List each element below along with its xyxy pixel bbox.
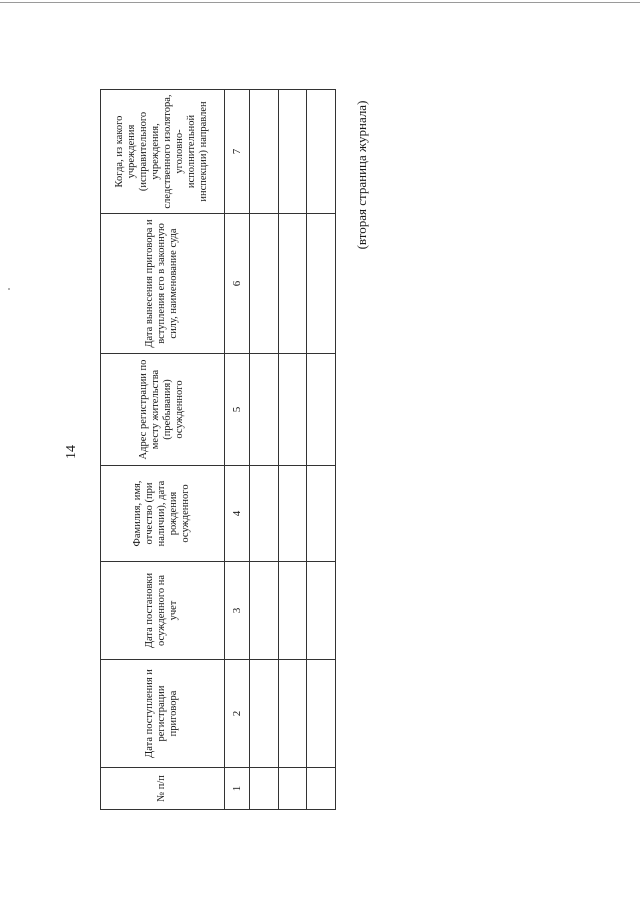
- empty-cell: [278, 562, 307, 660]
- page-number: 14: [64, 445, 79, 459]
- empty-cell: [250, 768, 279, 810]
- column-number-cell: 6: [224, 214, 250, 354]
- column-number-cell: 7: [224, 90, 250, 214]
- empty-cell: [278, 768, 307, 810]
- scan-edge-line: [0, 2, 640, 3]
- header-cell-registration-date: Дата постановки осужденного на учет: [101, 562, 225, 660]
- empty-cell: [307, 354, 336, 466]
- header-cell-full-name: Фамилия, имя, отчество (при наличии), дата рождения осужденного: [101, 466, 225, 562]
- empty-cell: [307, 90, 336, 214]
- empty-cell: [307, 214, 336, 354]
- scan-speck: [8, 288, 10, 290]
- column-number-cell: 1: [224, 768, 250, 810]
- empty-cell: [307, 562, 336, 660]
- table-header-row: [101, 90, 225, 810]
- header-cell-verdict-date: Дата вынесения приговора и вступления его в законную силу, наименование суда: [101, 214, 225, 354]
- empty-cell: [278, 354, 307, 466]
- empty-cell: [250, 214, 279, 354]
- column-number-cell: 4: [224, 466, 250, 562]
- column-number-cell: 5: [224, 354, 250, 466]
- header-cell-receipt-date: Дата поступления и регистрации приговора: [101, 660, 225, 768]
- journal-table-rotated: [100, 90, 336, 810]
- header-cell-address: Адрес регистрации по месту жительства (пребывания) осужденного: [101, 354, 225, 466]
- journal-table: [100, 89, 336, 810]
- empty-cell: [278, 214, 307, 354]
- header-cell-sent-from: Когда, из какого учреждения (исправительного учреждения, следственного изолятора, уголовно-исполнительной инспекции) направлен: [101, 90, 225, 214]
- column-number-row: [224, 90, 250, 810]
- empty-cell: [250, 354, 279, 466]
- empty-cell: [278, 90, 307, 214]
- empty-cell: [250, 562, 279, 660]
- empty-cell: [250, 660, 279, 768]
- empty-cell: [278, 466, 307, 562]
- empty-cell: [250, 90, 279, 214]
- empty-cell: [307, 768, 336, 810]
- table-row: [278, 90, 307, 810]
- column-number-cell: 3: [224, 562, 250, 660]
- header-cell-number: № п/п: [101, 768, 225, 810]
- table-row: [250, 90, 279, 810]
- journal-page-note: (вторая страница журнала): [354, 100, 369, 250]
- table-row: [307, 90, 336, 810]
- empty-cell: [307, 466, 336, 562]
- empty-cell: [307, 660, 336, 768]
- empty-cell: [278, 660, 307, 768]
- column-number-cell: 2: [224, 660, 250, 768]
- empty-cell: [250, 466, 279, 562]
